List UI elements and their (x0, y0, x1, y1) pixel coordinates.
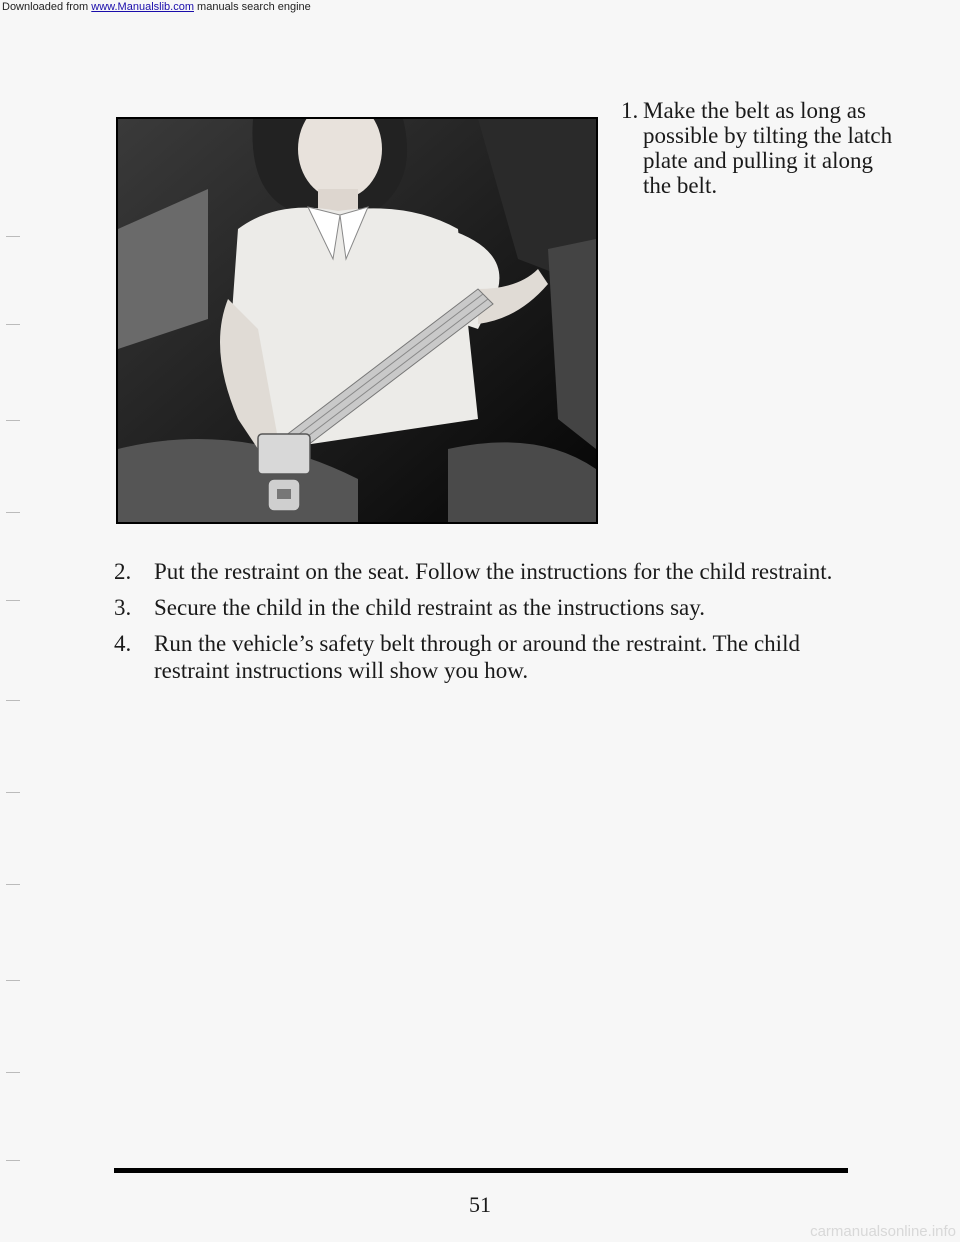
step-2-number: 2. (114, 559, 132, 584)
step-3-number: 3. (114, 595, 132, 620)
step-2-text: Put the restraint on the seat. Follow the instructions for the child restraint. (154, 559, 833, 584)
woman-seatbelt-icon (118, 119, 596, 522)
step-4-number: 4. (114, 631, 132, 656)
page-number: 51 (469, 1192, 491, 1217)
step-3 (114, 594, 874, 621)
download-banner (0, 0, 960, 14)
step-1-text: Make the belt as long as possible by tilting the latch plate and pulling it along the belt. (643, 98, 893, 198)
banner-prefix: Downloaded from (2, 1, 89, 13)
step-3-text: Secure the child in the child restraint as the instructions say. (154, 595, 706, 620)
manualslib-link[interactable]: www.Manualslib.com (91, 1, 194, 13)
banner-suffix: manuals search engine (197, 1, 311, 13)
footer-rule (114, 1168, 848, 1173)
step-1 (621, 98, 901, 198)
step-4-text: Run the vehicle’s safety belt through or around the restraint. The child restraint instructions will show you how. (154, 631, 800, 683)
site-watermark: carmanualsonline.info (810, 1223, 956, 1240)
step-1-number: 1. (621, 98, 639, 123)
step-4 (114, 630, 874, 684)
seatbelt-illustration (116, 117, 598, 524)
step-2 (114, 558, 874, 585)
steps-list (114, 558, 874, 693)
